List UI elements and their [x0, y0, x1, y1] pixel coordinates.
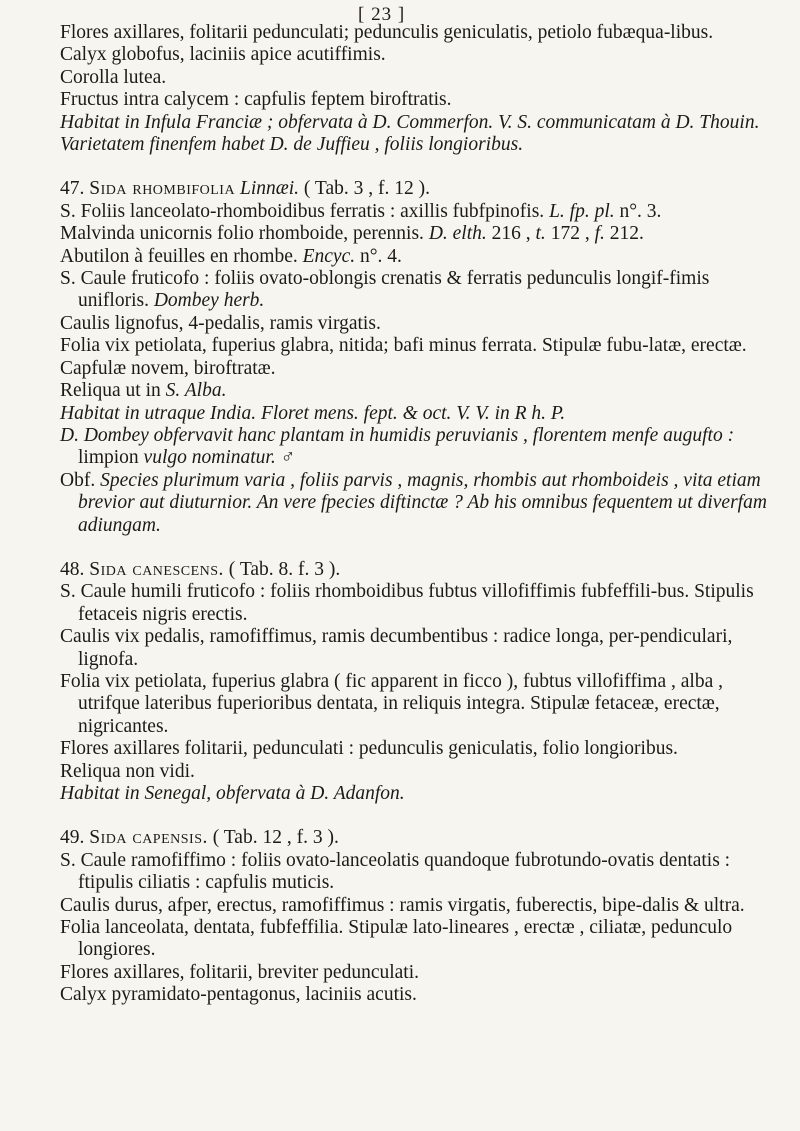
paragraph	[60, 22, 778, 44]
italic-text: Species plurimum varia , foliis parvis , magnis, rhombis aut rhomboideis , vita etiam brevior aut diuturnior. An vere fpecies diftinctæ ? Ab his omnibus fequentem ut diverfam adiungam.	[78, 469, 767, 536]
paragraph	[60, 425, 778, 470]
paragraph	[60, 917, 778, 962]
italic-text: Habitat in Senegal, obfervata à D. Adanfon.	[60, 783, 405, 804]
text-run: 49.	[60, 827, 90, 849]
text-run: ( Tab. 3 , f. 12 ).	[299, 178, 430, 200]
text-run: 212.	[604, 223, 644, 245]
paragraph	[60, 178, 778, 200]
paragraph	[60, 783, 778, 805]
paragraph	[60, 470, 778, 537]
paragraph	[60, 984, 778, 1006]
text-run: Corolla lutea.	[60, 66, 167, 88]
paragraph	[60, 403, 778, 425]
text-run: Reliqua non vidi.	[60, 760, 195, 782]
text-run: 48.	[60, 558, 90, 580]
italic-text: Varietatem finenfem habet D. de Juffieu , foliis longioribus.	[60, 134, 524, 156]
paragraph	[60, 559, 778, 581]
text-run: S. Caule fruticofo : foliis ovato-oblongis crenatis & ferratis pedunculis longif-fimis unifloris.	[60, 268, 710, 312]
italic-text: Habitat in Infula Franciæ ; obfervata à D. Commerfon. V. S. communicatam à D. Thouin.	[60, 111, 760, 133]
paragraph	[60, 738, 778, 760]
paragraph	[60, 112, 778, 134]
text-run: S. Caule humili fruticofo : foliis rhomboidibus fubtus villofiffimis fubfeffili-bus. Stipulis fetaceis nigris erectis.	[60, 581, 754, 625]
paragraph	[60, 201, 778, 223]
paragraph	[60, 44, 778, 66]
italic-text: t.	[535, 223, 546, 245]
italic-text: Linnæi.	[239, 178, 300, 200]
paragraph	[60, 380, 778, 402]
paragraph	[60, 827, 778, 849]
species-name: Sida rhombifolia	[89, 178, 236, 200]
paragraph	[60, 268, 778, 313]
text-run: Fructus intra calycem : capfulis feptem biroftratis.	[60, 89, 452, 111]
text-run: ♂	[275, 447, 296, 469]
text-run: Calyx pyramidato-pentagonus, laciniis acutis.	[60, 984, 417, 1006]
species-name: Sida capensis.	[89, 827, 208, 849]
text-run: Caulis lignofus, 4-pedalis, ramis virgatis.	[60, 312, 381, 334]
italic-text: vulgo nominatur.	[143, 447, 276, 469]
text-run: Folia lanceolata, dentata, fubfeffilia. Stipulæ lato-lineares , erectæ , ciliatæ, pedunculo longiores.	[60, 917, 733, 961]
text-run: Flores axillares folitarii, pedunculati : pedunculis geniculatis, folio longioribus.	[60, 738, 678, 760]
paragraph-gap	[60, 156, 778, 178]
paragraph	[60, 962, 778, 984]
text-run: S. Caule ramofiffimo : foliis ovato-lanceolatis quandoque fubrotundo-ovatis dentatis : ftipulis ciliatis : capfulis muticis.	[60, 849, 731, 894]
text-run: Caulis vix pedalis, ramofiffimus, ramis decumbentibus : radice longa, per-pendiculari, lignofa.	[60, 626, 733, 670]
text-run: Flores axillares, folitarii, breviter pedunculati.	[60, 961, 420, 983]
italic-text: Habitat in utraque India. Floret mens. fept. & oct. V. V. in R h. P.	[60, 402, 566, 424]
paragraph	[60, 89, 778, 111]
text-run: Folia vix petiolata, fuperius glabra, nitida; bafi minus ferrata. Stipulæ fubu-latæ, erectæ.	[60, 335, 747, 357]
species-name: Sida canescens.	[89, 558, 224, 580]
italic-text: L. fp. pl.	[549, 200, 615, 222]
text-run: n°. 3.	[614, 200, 662, 222]
text-run: Flores axillares, folitarii pedunculati; pedunculis geniculatis, petiolo fubæqua-libus.	[60, 22, 714, 43]
text-run: Abutilon à feuilles en rhombe.	[60, 245, 303, 267]
paragraph	[60, 335, 778, 357]
text-run: Caulis durus, afper, erectus, ramofiffimus : ramis virgatis, fuberectis, bipe-dalis & ultra.	[60, 894, 745, 916]
italic-text: S. Alba.	[165, 380, 227, 402]
text-run: Obf.	[60, 469, 101, 491]
text-run: n°. 4.	[355, 245, 402, 267]
paragraph	[60, 671, 778, 738]
text-run: Folia vix petiolata, fuperius glabra ( fic apparent in ficco ), fubtus villofiffima , alba , utrifque lateribus fuperioribus dentata, in reliquis integra. Stipulæ fetaceæ, erectæ, nigricantes.	[60, 670, 723, 737]
paragraph	[60, 223, 778, 245]
text-run: S. Foliis lanceolato-rhomboidibus ferratis : axillis fubfpinofis.	[60, 200, 550, 222]
paragraph-gap	[60, 805, 778, 827]
paragraph-gap	[60, 537, 778, 559]
text-run: Malvinda unicornis folio rhomboide, perennis.	[60, 223, 429, 245]
paragraph	[60, 895, 778, 917]
italic-text: D. Dombey obfervavit hanc plantam in humidis peruvianis , florentem menfe augufto :	[60, 424, 735, 446]
paragraph	[60, 67, 778, 89]
italic-text: f.	[594, 223, 605, 245]
paragraph	[60, 850, 778, 895]
text-run: Reliqua ut in	[60, 380, 166, 402]
text-run: ( Tab. 8. f. 3 ).	[223, 558, 341, 580]
paragraph	[60, 626, 778, 671]
text-run: 172 ,	[545, 223, 595, 245]
text-run: 47.	[60, 178, 90, 200]
paragraph	[60, 581, 778, 626]
text-run: 216 ,	[486, 223, 536, 245]
text-run: ( Tab. 12 , f. 3 ).	[207, 827, 339, 849]
italic-text: Dombey herb.	[153, 290, 265, 312]
paragraph	[60, 358, 778, 380]
page-text	[60, 22, 778, 1007]
text-run: limpion	[78, 447, 144, 469]
italic-text: D. elth.	[428, 223, 487, 245]
paragraph	[60, 313, 778, 335]
text-run: Capfulæ novem, biroftratæ.	[60, 357, 276, 379]
paragraph	[60, 134, 778, 156]
paragraph	[60, 246, 778, 268]
page-number: [ 23 ]	[358, 4, 406, 25]
paragraph	[60, 761, 778, 783]
italic-text: Encyc.	[302, 245, 356, 267]
text-run: Calyx globofus, laciniis apice acutiffimis.	[60, 44, 386, 66]
